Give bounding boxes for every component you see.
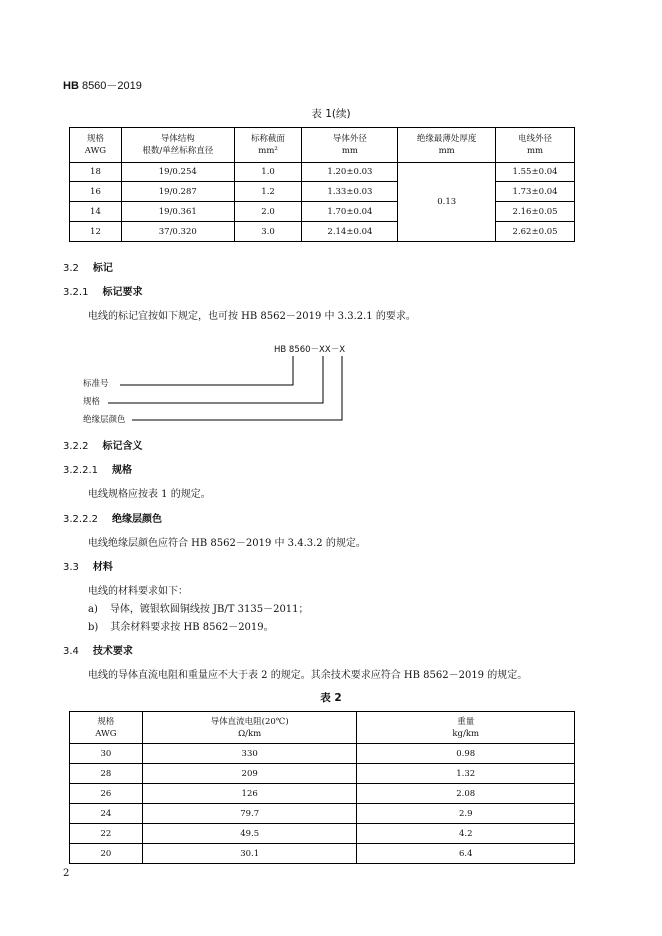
table-cell: 2.9 <box>357 804 575 824</box>
leader-line-color <box>132 356 342 420</box>
table-cell: 1.73±0.04 <box>496 182 575 202</box>
section-title: 标记 <box>92 263 113 274</box>
table1-header-cell: 导体外径 mm <box>302 128 398 163</box>
section-number: 3.2 <box>63 263 79 274</box>
section-3-3-intro: 电线的材料要求如下： <box>88 586 188 597</box>
section-title: 材料 <box>92 562 113 573</box>
header-rest: 8560－2019 <box>78 80 142 92</box>
header-prefix: HB <box>63 80 79 92</box>
section-title: 绝缘层颜色 <box>112 514 162 525</box>
section-3-4-heading <box>63 642 133 657</box>
section-number: 3.2.2.1 <box>63 465 98 476</box>
merged-thickness-cell: 0.13 <box>398 163 496 242</box>
diagram-label-color: 绝缘层颜色 <box>83 415 126 425</box>
section-3-3-heading <box>63 558 113 573</box>
list-item-label: b) <box>88 622 99 633</box>
table-cell: 6.4 <box>357 844 575 864</box>
table-row <box>70 824 575 844</box>
list-item <box>88 600 309 615</box>
table2-header-row <box>70 712 575 744</box>
marking-code: HB 8560－XX－X <box>274 345 346 355</box>
table-cell: 1.70±0.04 <box>302 202 398 222</box>
leader-line-standard <box>120 356 293 385</box>
table-cell: 14 <box>70 202 122 222</box>
section-number: 3.2.2 <box>63 441 89 452</box>
table-cell: 330 <box>142 744 357 764</box>
table-cell: 19/0.361 <box>121 202 234 222</box>
table-row <box>70 844 575 864</box>
table1-header-cell: 电线外径 mm <box>496 128 575 163</box>
table-row <box>70 764 575 784</box>
table-cell: 2.16±0.05 <box>496 202 575 222</box>
table2-header-cell: 规格 AWG <box>70 712 143 744</box>
table-cell: 20 <box>70 844 143 864</box>
table-cell: 2.0 <box>234 202 302 222</box>
table1-header-cell: 导体结构 根数/单丝标称直径 <box>121 128 234 163</box>
table1-caption: 表 1(续) <box>311 108 351 120</box>
section-3-2-2-2-heading <box>63 510 162 525</box>
table-cell: 18 <box>70 163 122 182</box>
table2 <box>69 711 575 864</box>
table-cell: 1.0 <box>234 163 302 182</box>
table-cell: 19/0.254 <box>121 163 234 182</box>
table-row <box>70 744 575 764</box>
table-cell: 22 <box>70 824 143 844</box>
list-item-label: a) <box>88 604 98 615</box>
table-cell: 0.98 <box>357 744 575 764</box>
list-item-text: 导体，镀银软圆铜线按 JB/T 3135－2011； <box>109 604 309 615</box>
table-cell: 30 <box>70 744 143 764</box>
table-cell: 79.7 <box>142 804 357 824</box>
section-title: 规格 <box>112 465 132 476</box>
leader-line-spec <box>108 356 323 403</box>
table-cell: 3.0 <box>234 222 302 242</box>
table2-header-cell: 导体直流电阻(20℃) Ω/km <box>142 712 357 744</box>
list-item <box>88 618 274 633</box>
section-3-2-2-heading <box>63 437 142 452</box>
section-number: 3.2.1 <box>63 287 89 298</box>
diagram-label-spec: 规格 <box>83 397 101 407</box>
list-item-text: 其余材料要求按 HB 8562－2019。 <box>110 622 274 633</box>
diagram-label-standard: 标准号 <box>83 379 109 389</box>
section-title: 标记含义 <box>102 441 143 452</box>
table-cell: 30.1 <box>142 844 357 864</box>
table-cell: 126 <box>142 784 357 804</box>
section-3-4-text: 电线的导体直流电阻和重量应不大于表 2 的规定。其余技术要求应符合 HB 8562－2019 的规定。 <box>88 670 528 681</box>
table2-header-cell: 重量 kg/km <box>357 712 575 744</box>
section-3-2-1-text: 电线的标记宜按如下规定，也可按 HB 8562－2019 中 3.3.2.1 的要求。 <box>88 311 416 322</box>
table-row <box>70 784 575 804</box>
table2-caption: 表 2 <box>320 692 342 704</box>
table1-header-cell: 规格 AWG <box>70 128 122 163</box>
table-cell: 19/0.287 <box>121 182 234 202</box>
table-cell: 2.62±0.05 <box>496 222 575 242</box>
table-cell: 209 <box>142 764 357 784</box>
section-number: 3.3 <box>63 562 79 573</box>
table-cell: 1.2 <box>234 182 302 202</box>
table-cell: 1.20±0.03 <box>302 163 398 182</box>
table-cell: 49.5 <box>142 824 357 844</box>
table-cell: 26 <box>70 784 143 804</box>
table-cell: 4.2 <box>357 824 575 844</box>
section-title: 技术要求 <box>92 646 133 657</box>
table-cell: 37/0.320 <box>121 222 234 242</box>
table-cell: 1.33±0.03 <box>302 182 398 202</box>
table-cell: 1.32 <box>357 764 575 784</box>
section-3-2-2-2-text: 电线绝缘层颜色应符合 HB 8562－2019 中 3.4.3.2 的规定。 <box>88 538 366 549</box>
table-cell: 2.08 <box>357 784 575 804</box>
table-cell: 24 <box>70 804 143 824</box>
page-number: 2 <box>63 868 70 879</box>
table-row <box>70 804 575 824</box>
table1-header-cell: 绝缘最薄处厚度 mm <box>398 128 496 163</box>
section-3-2-2-1-heading <box>63 461 132 476</box>
table-cell: 2.14±0.04 <box>302 222 398 242</box>
section-number: 3.4 <box>63 646 79 657</box>
section-number: 3.2.2.2 <box>63 514 98 525</box>
section-3-2-2-1-text: 电线规格应按表 1 的规定。 <box>88 489 211 500</box>
section-title: 标记要求 <box>102 287 143 298</box>
table-cell: 1.55±0.04 <box>496 163 575 182</box>
table-cell: 12 <box>70 222 122 242</box>
table1-header-cell: 标称截面 mm² <box>234 128 302 163</box>
table-cell: 16 <box>70 182 122 202</box>
table-cell: 28 <box>70 764 143 784</box>
